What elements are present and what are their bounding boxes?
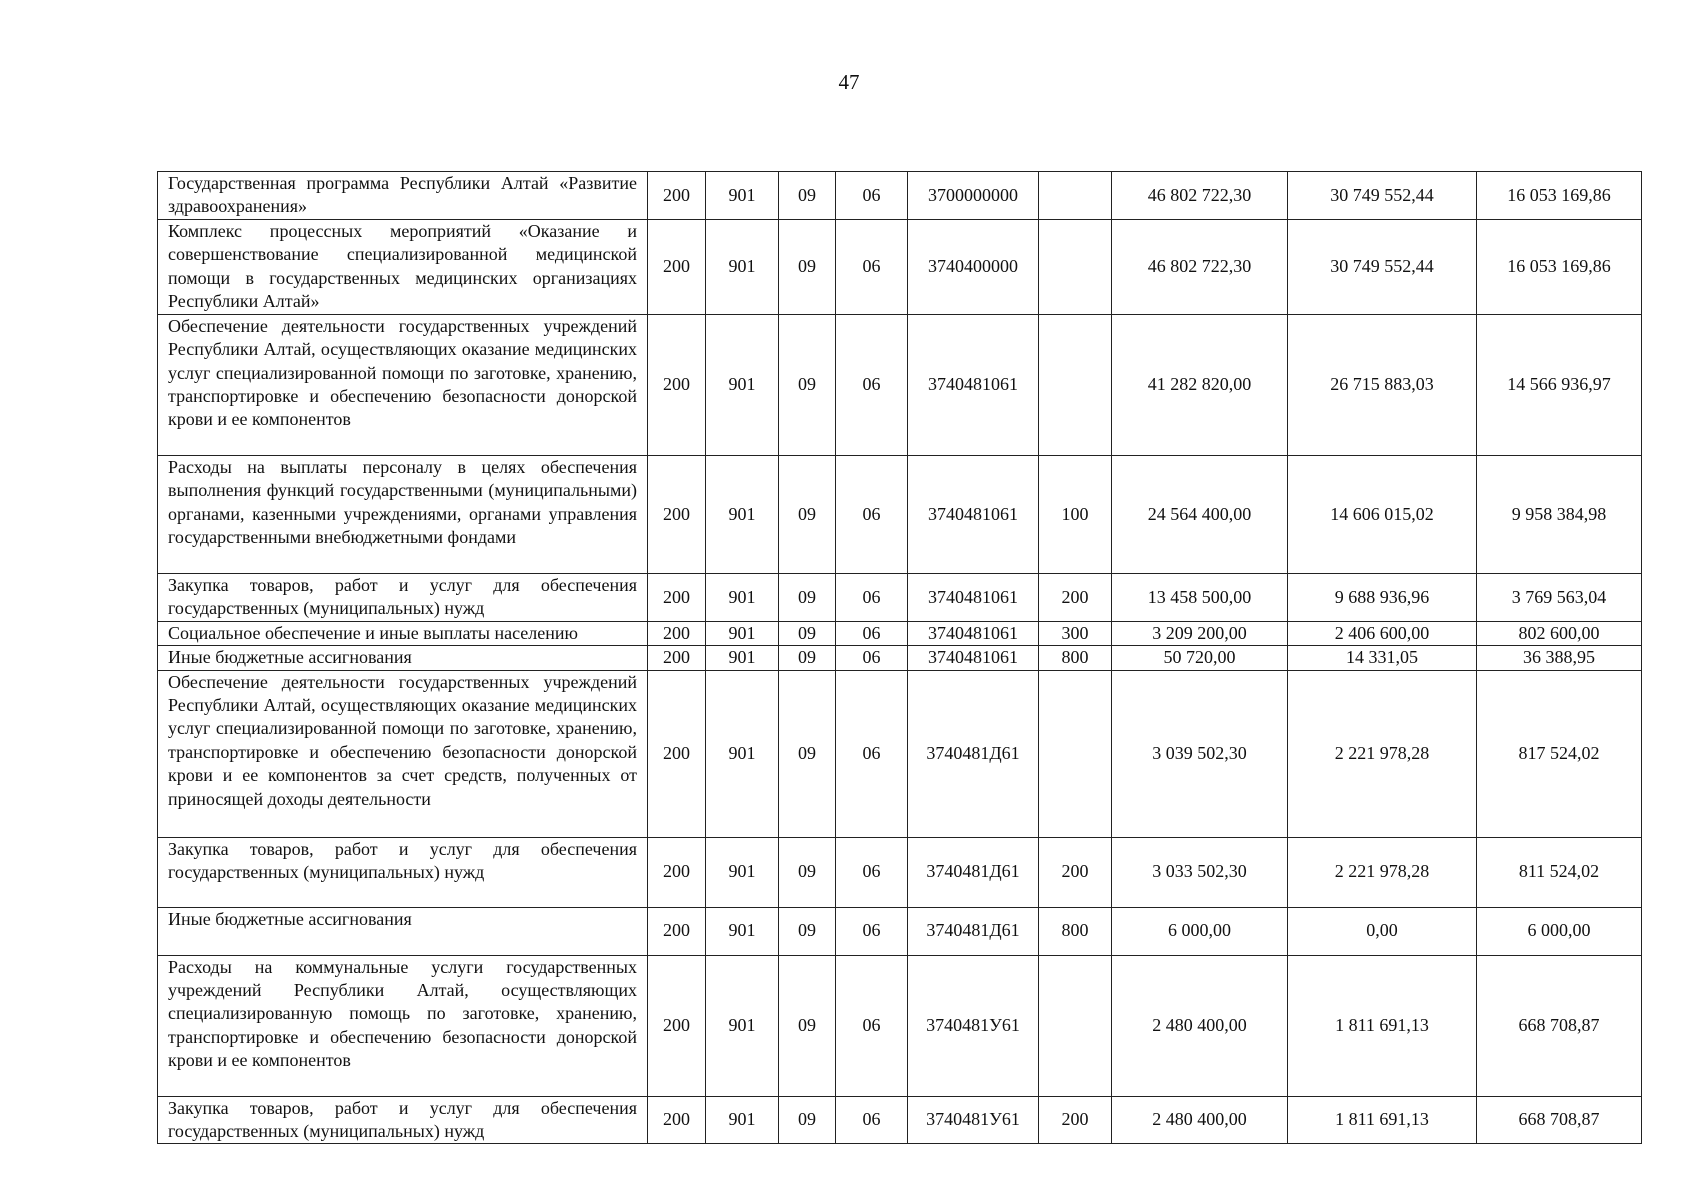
col-subsection: 06 <box>836 646 908 670</box>
col-remainder: 14 566 936,97 <box>1477 314 1642 455</box>
col-department: 901 <box>706 172 779 220</box>
col-remainder: 36 388,95 <box>1477 646 1642 670</box>
col-subsection: 06 <box>836 219 908 314</box>
col-target-article: 3740481061 <box>908 646 1039 670</box>
table-body <box>158 172 1642 1144</box>
col-planned-amount: 3 039 502,30 <box>1112 670 1288 837</box>
col-department: 901 <box>706 455 779 573</box>
col-section: 09 <box>779 670 836 837</box>
col-remainder: 16 053 169,86 <box>1477 172 1642 220</box>
col-executed-amount: 0,00 <box>1288 907 1477 955</box>
col-target-article: 3740481Д61 <box>908 670 1039 837</box>
col-executed-amount: 2 221 978,28 <box>1288 837 1477 907</box>
col-code-1: 200 <box>648 219 706 314</box>
row-name: Комплекс процессных мероприятий «Оказание и совершенствование специализированной медицинской помощи в государственных медицинских организациях Республики Алтай» <box>158 219 648 314</box>
col-expense-type: 300 <box>1039 621 1112 645</box>
col-target-article: 3740481061 <box>908 621 1039 645</box>
page-number: 47 <box>838 70 860 94</box>
col-subsection: 06 <box>836 455 908 573</box>
row-name: Закупка товаров, работ и услуг для обеспечения государственных (муниципальных) нужд <box>158 837 648 907</box>
row-name: Социальное обеспечение и иные выплаты населению <box>158 621 648 645</box>
col-expense-type: 800 <box>1039 907 1112 955</box>
col-subsection: 06 <box>836 1096 908 1144</box>
col-department: 901 <box>706 621 779 645</box>
col-expense-type <box>1039 219 1112 314</box>
col-expense-type: 200 <box>1039 1096 1112 1144</box>
row-name: Закупка товаров, работ и услуг для обеспечения государственных (муниципальных) нужд <box>158 1096 648 1144</box>
col-subsection: 06 <box>836 955 908 1096</box>
col-remainder: 6 000,00 <box>1477 907 1642 955</box>
col-remainder: 668 708,87 <box>1477 1096 1642 1144</box>
table-row <box>158 314 1642 455</box>
col-subsection: 06 <box>836 907 908 955</box>
col-subsection: 06 <box>836 314 908 455</box>
row-name: Расходы на коммунальные услуги государственных учреждений Республики Алтай, осуществляющих специализированную помощь по заготовке, хранению, транспортировке и обеспечению безопасности донорской крови и ее компонентов <box>158 955 648 1096</box>
col-planned-amount: 41 282 820,00 <box>1112 314 1288 455</box>
table-row <box>158 219 1642 314</box>
col-target-article: 3740481У61 <box>908 1096 1039 1144</box>
col-executed-amount: 9 688 936,96 <box>1288 573 1477 621</box>
col-expense-type: 200 <box>1039 573 1112 621</box>
col-code-1: 200 <box>648 955 706 1096</box>
col-expense-type <box>1039 172 1112 220</box>
table-row <box>158 455 1642 573</box>
col-department: 901 <box>706 1096 779 1144</box>
table-row <box>158 621 1642 645</box>
col-target-article: 3740481Д61 <box>908 907 1039 955</box>
col-executed-amount: 1 811 691,13 <box>1288 955 1477 1096</box>
table-row <box>158 172 1642 220</box>
col-remainder: 802 600,00 <box>1477 621 1642 645</box>
row-name: Иные бюджетные ассигнования <box>158 907 648 955</box>
col-executed-amount: 26 715 883,03 <box>1288 314 1477 455</box>
col-code-1: 200 <box>648 314 706 455</box>
row-name: Иные бюджетные ассигнования <box>158 646 648 670</box>
table-row <box>158 955 1642 1096</box>
col-section: 09 <box>779 621 836 645</box>
col-remainder: 817 524,02 <box>1477 670 1642 837</box>
col-subsection: 06 <box>836 621 908 645</box>
col-code-1: 200 <box>648 670 706 837</box>
col-department: 901 <box>706 837 779 907</box>
col-code-1: 200 <box>648 455 706 573</box>
col-executed-amount: 2 406 600,00 <box>1288 621 1477 645</box>
col-section: 09 <box>779 455 836 573</box>
col-remainder: 811 524,02 <box>1477 837 1642 907</box>
col-planned-amount: 3 033 502,30 <box>1112 837 1288 907</box>
col-subsection: 06 <box>836 172 908 220</box>
col-executed-amount: 14 331,05 <box>1288 646 1477 670</box>
col-expense-type: 100 <box>1039 455 1112 573</box>
budget-table <box>157 171 1642 1144</box>
col-department: 901 <box>706 907 779 955</box>
col-remainder: 668 708,87 <box>1477 955 1642 1096</box>
col-target-article: 3740481У61 <box>908 955 1039 1096</box>
col-subsection: 06 <box>836 670 908 837</box>
col-target-article: 3740400000 <box>908 219 1039 314</box>
col-department: 901 <box>706 314 779 455</box>
col-executed-amount: 30 749 552,44 <box>1288 219 1477 314</box>
col-executed-amount: 14 606 015,02 <box>1288 455 1477 573</box>
row-name: Обеспечение деятельности государственных учреждений Республики Алтай, осуществляющих оказание медицинских услуг специализированной помощи по заготовке, хранению, транспортировке и обеспечению безопасности донорской крови и ее компонентов за счет средств, полученных от приносящей доходы деятельности <box>158 670 648 837</box>
col-planned-amount: 24 564 400,00 <box>1112 455 1288 573</box>
col-section: 09 <box>779 573 836 621</box>
col-planned-amount: 13 458 500,00 <box>1112 573 1288 621</box>
col-section: 09 <box>779 646 836 670</box>
col-section: 09 <box>779 1096 836 1144</box>
col-section: 09 <box>779 955 836 1096</box>
col-planned-amount: 2 480 400,00 <box>1112 955 1288 1096</box>
row-name: Государственная программа Республики Алтай «Развитие здравоохранения» <box>158 172 648 220</box>
col-expense-type <box>1039 314 1112 455</box>
col-department: 901 <box>706 670 779 837</box>
table-row <box>158 907 1642 955</box>
row-name: Обеспечение деятельности государственных учреждений Республики Алтай, осуществляющих оказание медицинских услуг специализированной помощи по заготовке, хранению, транспортировке и обеспечению безопасности донорской крови и ее компонентов <box>158 314 648 455</box>
col-remainder: 3 769 563,04 <box>1477 573 1642 621</box>
col-expense-type <box>1039 955 1112 1096</box>
col-target-article: 3740481Д61 <box>908 837 1039 907</box>
col-subsection: 06 <box>836 837 908 907</box>
col-department: 901 <box>706 955 779 1096</box>
row-name: Расходы на выплаты персоналу в целях обеспечения выполнения функций государственными (муниципальными) органами, казенными учреждениями, органами управления государственными внебюджетными фондами <box>158 455 648 573</box>
col-planned-amount: 46 802 722,30 <box>1112 172 1288 220</box>
col-department: 901 <box>706 219 779 314</box>
col-executed-amount: 30 749 552,44 <box>1288 172 1477 220</box>
col-planned-amount: 2 480 400,00 <box>1112 1096 1288 1144</box>
col-department: 901 <box>706 646 779 670</box>
col-planned-amount: 6 000,00 <box>1112 907 1288 955</box>
col-section: 09 <box>779 314 836 455</box>
col-planned-amount: 46 802 722,30 <box>1112 219 1288 314</box>
col-planned-amount: 3 209 200,00 <box>1112 621 1288 645</box>
col-code-1: 200 <box>648 837 706 907</box>
col-target-article: 3700000000 <box>908 172 1039 220</box>
col-section: 09 <box>779 907 836 955</box>
col-target-article: 3740481061 <box>908 573 1039 621</box>
col-executed-amount: 2 221 978,28 <box>1288 670 1477 837</box>
table-row <box>158 646 1642 670</box>
col-planned-amount: 50 720,00 <box>1112 646 1288 670</box>
table-row <box>158 1096 1642 1144</box>
col-code-1: 200 <box>648 1096 706 1144</box>
col-expense-type: 800 <box>1039 646 1112 670</box>
col-subsection: 06 <box>836 573 908 621</box>
col-remainder: 16 053 169,86 <box>1477 219 1642 314</box>
col-code-1: 200 <box>648 621 706 645</box>
col-code-1: 200 <box>648 172 706 220</box>
col-expense-type <box>1039 670 1112 837</box>
col-section: 09 <box>779 172 836 220</box>
col-department: 901 <box>706 573 779 621</box>
col-code-1: 200 <box>648 646 706 670</box>
col-target-article: 3740481061 <box>908 455 1039 573</box>
col-code-1: 200 <box>648 573 706 621</box>
table-row <box>158 670 1642 837</box>
col-target-article: 3740481061 <box>908 314 1039 455</box>
col-code-1: 200 <box>648 907 706 955</box>
table-row <box>158 573 1642 621</box>
col-section: 09 <box>779 219 836 314</box>
col-remainder: 9 958 384,98 <box>1477 455 1642 573</box>
col-section: 09 <box>779 837 836 907</box>
col-expense-type: 200 <box>1039 837 1112 907</box>
table-row <box>158 837 1642 907</box>
col-executed-amount: 1 811 691,13 <box>1288 1096 1477 1144</box>
row-name: Закупка товаров, работ и услуг для обеспечения государственных (муниципальных) нужд <box>158 573 648 621</box>
